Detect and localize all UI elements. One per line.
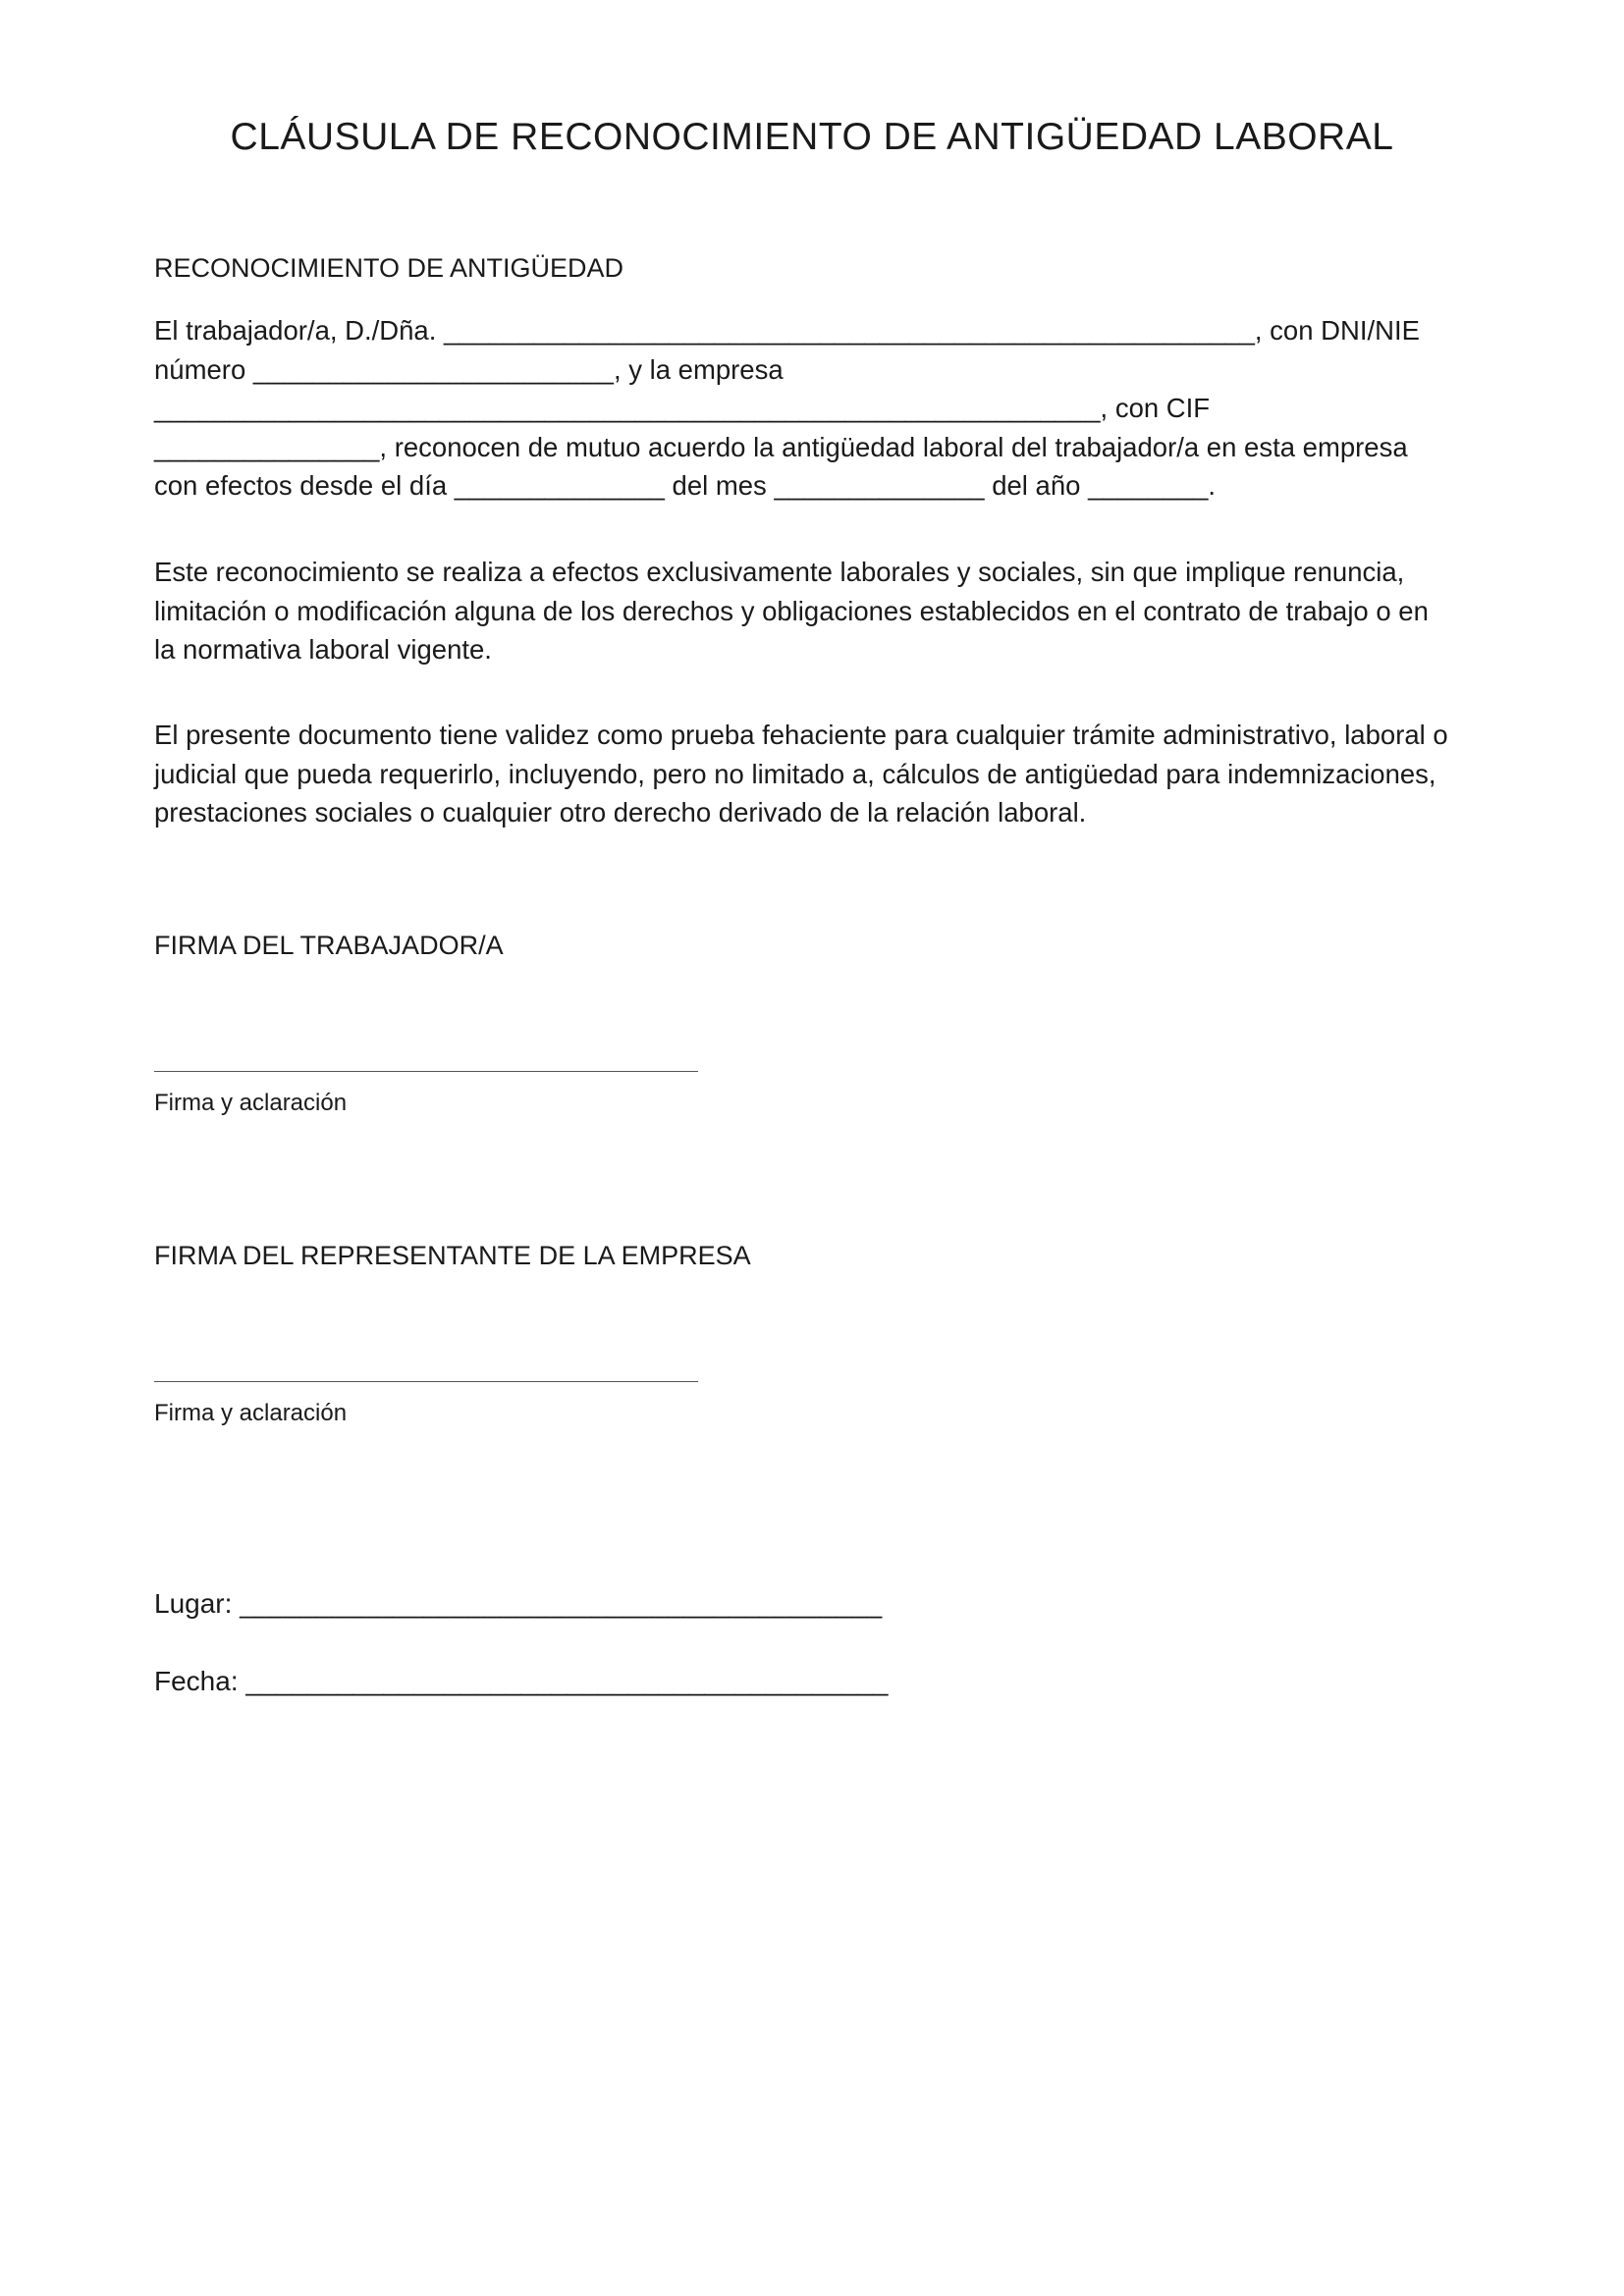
company-signature-caption: Firma y aclaración <box>154 1400 348 1426</box>
worker-signature-heading: FIRMA DEL TRABAJADOR/A <box>154 931 504 960</box>
paragraph-line: la normativa laboral vigente. <box>154 634 492 665</box>
paragraph-identification <box>154 311 1475 506</box>
paragraph-line: prestaciones sociales o cualquier otro derecho derivado de la relación laboral. <box>154 797 1087 828</box>
paragraph-line: judicial que pueda requerirlo, incluyendo, pero no limitado a, cálculos de antigüedad para indemnizaciones, <box>154 758 1436 789</box>
section-heading: RECONOCIMIENTO DE ANTIGÜEDAD <box>154 253 624 283</box>
paragraph-line: número ________________________, y la empresa <box>154 353 784 385</box>
date-field[interactable]: Fecha: __________________________________________ <box>154 1666 889 1696</box>
paragraph-line: _______________________________________________________________, con CIF <box>154 393 1211 423</box>
paragraph-line: con efectos desde el día ______________ del mes ______________ del año ________. <box>154 470 1217 501</box>
paragraph-line: El trabajador/a, D./Dña. ______________________________________________________, con DNI/NIE <box>154 315 1420 346</box>
company-signature-heading: FIRMA DEL REPRESENTANTE DE LA EMPRESA <box>154 1241 751 1270</box>
worker-signature-line[interactable] <box>154 1071 698 1072</box>
worker-signature-caption: Firma y aclaración <box>154 1090 348 1116</box>
place-field[interactable]: Lugar: __________________________________________ <box>154 1588 883 1619</box>
paragraph-validity <box>154 716 1475 832</box>
document-title: CLÁUSULA DE RECONOCIMIENTO DE ANTIGÜEDAD LABORAL <box>230 116 1394 158</box>
company-signature-line[interactable] <box>154 1381 698 1382</box>
paragraph-line: _______________, reconocen de mutuo acuerdo la antigüedad laboral del trabajador/a en esta empresa <box>154 431 1408 462</box>
paragraph-line: El presente documento tiene validez como prueba fehaciente para cualquier trámite administrativo, laboral o <box>154 720 1448 750</box>
paragraph-line: limitación o modificación alguna de los derechos y obligaciones establecidos en el contrato de trabajo o en <box>154 595 1429 626</box>
paragraph-line: Este reconocimiento se realiza a efectos exclusivamente laborales y sociales, sin que implique renuncia, <box>154 557 1405 587</box>
paragraph-scope <box>154 553 1475 669</box>
